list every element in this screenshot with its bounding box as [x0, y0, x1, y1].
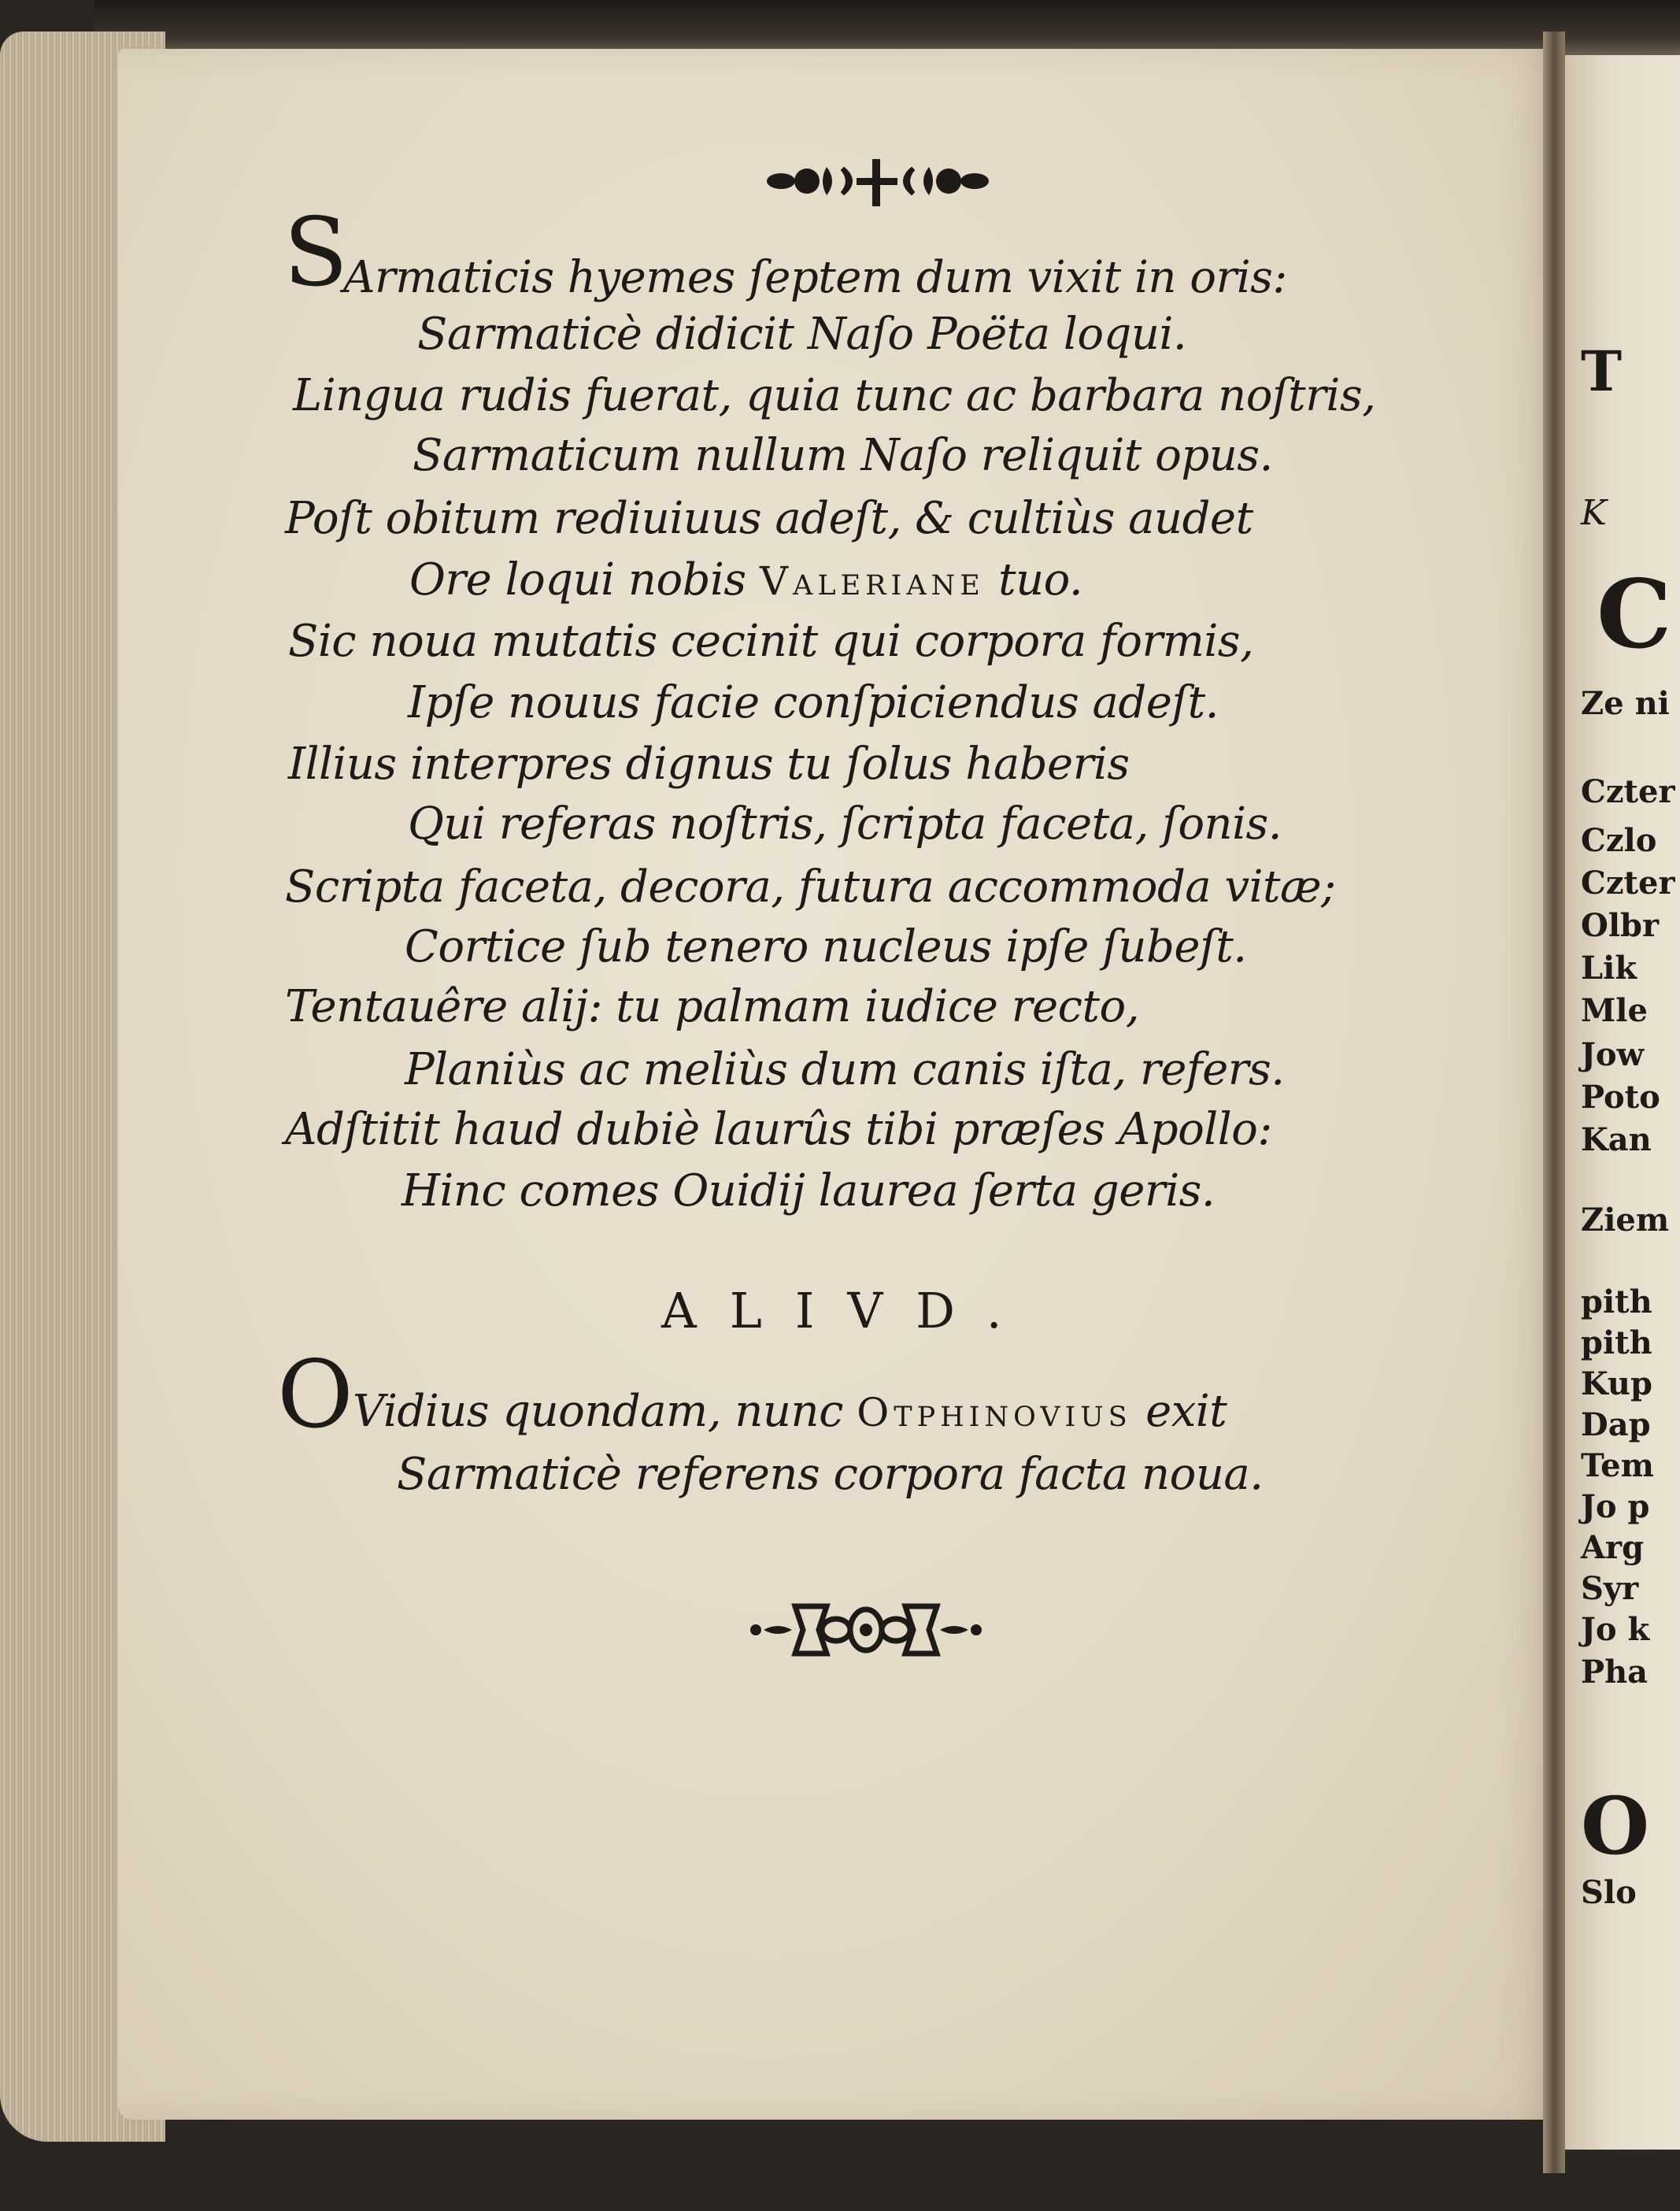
poem-line: Planiùs ac meliùs dum canis iſta, refers.: [405, 1044, 1285, 1095]
poem-text: tuo.: [998, 554, 1083, 606]
poem-line: Ipſe nouus facie conſpiciendus adeſt.: [408, 677, 1219, 728]
right-page-fragment: Kup: [1581, 1365, 1652, 1402]
name-otphinovius: Otphinovius: [857, 1390, 1132, 1435]
poem-line: Scripta faceta, decora, futura accommoda vitæ;: [285, 861, 1336, 913]
right-page-fragment: Ziem: [1581, 1202, 1670, 1239]
right-page-fragment: Czter: [1581, 865, 1675, 902]
poem-line: Sarmaticum nullum Naſo reliquit opus.: [413, 430, 1273, 481]
right-page-fragment: O: [1581, 1780, 1650, 1872]
right-page-fragment: Olbr: [1581, 907, 1660, 944]
book-gutter: [1543, 31, 1565, 2173]
book-top-edge: [94, 0, 1680, 55]
right-page-fragment: Kan: [1581, 1121, 1652, 1158]
right-page-fragment: Lik: [1581, 950, 1637, 987]
poem-line: Adſtitit haud dubiè laurûs tibi præſes Apollo:: [285, 1104, 1272, 1155]
drop-initial-s: S: [283, 198, 349, 308]
poem-line: Illius interpres dignus tu ſolus haberis: [288, 739, 1130, 790]
right-page-fragment: Czter: [1581, 773, 1675, 810]
poem-text: exit: [1145, 1386, 1227, 1437]
poem-line: Sic noua mutatis cecinit qui corpora formis,: [288, 616, 1254, 667]
right-page-fragment: Syr: [1581, 1570, 1639, 1607]
poem-line: [409, 554, 1082, 606]
poem-line: Cortice ſub tenero nucleus ipſe ſubeſt.: [405, 921, 1247, 972]
right-page-fragment: Mle: [1581, 992, 1648, 1029]
right-page-fragment: Arg: [1581, 1529, 1645, 1566]
poem-line: [353, 1386, 1227, 1437]
section-heading: ALIVD.: [661, 1282, 1035, 1339]
right-page-fragment: Slo: [1581, 1874, 1637, 1911]
top-ornament-icon: [764, 151, 992, 214]
bottom-ornament-icon: [748, 1591, 984, 1669]
right-page: [1565, 55, 1680, 2150]
right-page-fragment: Jo k: [1581, 1611, 1650, 1648]
poem-line: Poſt obitum rediuiuus adeſt, & cultiùs audet: [285, 493, 1253, 544]
poem-line: Sarmaticè didicit Naſo Poëta loqui.: [417, 309, 1187, 360]
poem-text: Ore loqui nobis: [409, 554, 746, 606]
poem-line: Lingua rudis fuerat, quia tunc ac barbara noſtris,: [293, 370, 1376, 421]
poem-line: Qui referas noſtris, ſcripta faceta, ſonis.: [408, 798, 1282, 850]
poem-line: Hinc comes Ouidij laurea ſerta geris.: [401, 1165, 1216, 1217]
right-page-fragment: Tem: [1581, 1447, 1654, 1484]
poem-line: Tentauêre alij: tu palmam iudice recto,: [285, 981, 1139, 1032]
right-page-fragment: C: [1597, 559, 1672, 670]
drop-initial-o: O: [277, 1340, 353, 1449]
poem-line: Sarmaticè referens corpora facta noua.: [397, 1449, 1264, 1500]
right-page-fragment: T: [1581, 339, 1623, 404]
right-page-fragment: Pha: [1581, 1654, 1649, 1691]
right-page-fragment: Ze ni: [1581, 685, 1670, 722]
name-valeriane: Valeriane: [759, 558, 985, 604]
right-page-fragment: Poto: [1581, 1079, 1660, 1116]
poem-line: Armaticis hyemes ſeptem dum vixit in oris:: [343, 252, 1287, 303]
right-page-fragment: Jo p: [1581, 1488, 1650, 1525]
right-page-fragment: pith: [1581, 1283, 1652, 1320]
right-page-fragment: K: [1581, 493, 1607, 533]
right-page-fragment: Jow: [1581, 1036, 1645, 1073]
poem-text: Vidius quondam, nunc: [353, 1386, 843, 1437]
right-page-fragment: Dap: [1581, 1406, 1651, 1443]
right-page-fragment: Czlo: [1581, 822, 1657, 859]
right-page-fragment: pith: [1581, 1324, 1652, 1361]
